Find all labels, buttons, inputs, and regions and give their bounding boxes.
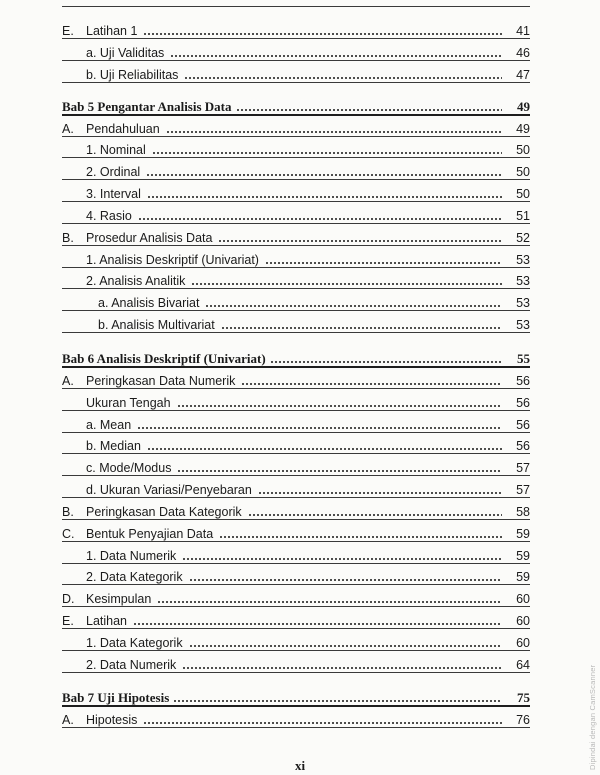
toc-page-number: 53 bbox=[516, 296, 530, 310]
toc-row[interactable] bbox=[62, 410, 530, 432]
toc-row[interactable] bbox=[62, 606, 530, 628]
dot-leader bbox=[236, 109, 502, 111]
toc-page-number: 56 bbox=[516, 439, 530, 453]
toc-entry-title: a. Mean bbox=[86, 418, 132, 432]
toc-entry-title: 1. Nominal bbox=[86, 143, 146, 157]
row-divider bbox=[62, 672, 530, 673]
toc-row[interactable] bbox=[62, 38, 530, 60]
toc-section-letter: E. bbox=[62, 24, 74, 38]
toc-page-number: 53 bbox=[516, 274, 530, 288]
toc-entry-title: 1. Data Kategorik bbox=[86, 636, 183, 650]
toc-section-letter: A. bbox=[62, 713, 74, 727]
toc-chapter-row[interactable] bbox=[62, 344, 530, 366]
toc-page-number: 57 bbox=[516, 483, 530, 497]
toc-entry-title: d. Ukuran Variasi/Penyebaran bbox=[86, 483, 252, 497]
toc-row[interactable] bbox=[62, 388, 530, 410]
toc-entry-title: Prosedur Analisis Data bbox=[86, 231, 213, 245]
toc-row[interactable] bbox=[62, 157, 530, 179]
dot-leader bbox=[166, 131, 502, 133]
toc-entry-title: Peringkasan Data Kategorik bbox=[86, 505, 242, 519]
toc-row[interactable] bbox=[62, 541, 530, 563]
toc-page-number: 76 bbox=[516, 713, 530, 727]
dot-leader bbox=[182, 667, 502, 669]
dot-leader bbox=[173, 700, 502, 702]
toc-page-number: 41 bbox=[516, 24, 530, 38]
toc-row[interactable] bbox=[62, 223, 530, 245]
toc-row[interactable] bbox=[62, 179, 530, 201]
toc-entry-title: Kesimpulan bbox=[86, 592, 152, 606]
toc-page-number: 60 bbox=[516, 614, 530, 628]
page-number-footer: xi bbox=[294, 758, 306, 773]
toc-page-number: 64 bbox=[516, 658, 530, 672]
toc-entry-title: c. Mode/Modus bbox=[86, 461, 172, 475]
toc-page-number: 59 bbox=[516, 527, 530, 541]
toc-page-number: 46 bbox=[516, 46, 530, 60]
dot-leader bbox=[137, 427, 502, 429]
dot-leader bbox=[143, 33, 502, 35]
toc-section-letter: E. bbox=[62, 614, 74, 628]
toc-page-number: 56 bbox=[516, 374, 530, 388]
toc-page-number: 56 bbox=[516, 396, 530, 410]
dot-leader bbox=[147, 448, 502, 450]
toc-entry-title: Bentuk Penyajian Data bbox=[86, 527, 214, 541]
toc-row[interactable] bbox=[62, 628, 530, 650]
toc-page-number: 60 bbox=[516, 636, 530, 650]
toc-entry-title: Bab 6 Analisis Deskriptif (Univariat) bbox=[62, 351, 266, 366]
scanner-watermark: Dipindai dengan CamScanner bbox=[588, 664, 597, 770]
dot-leader bbox=[133, 623, 502, 625]
toc-entry-title: Latihan bbox=[86, 614, 128, 628]
toc-entry-title: 2. Data Kategorik bbox=[86, 570, 183, 584]
dot-leader bbox=[177, 470, 502, 472]
toc-page-number: 75 bbox=[517, 690, 530, 705]
toc-row[interactable] bbox=[62, 650, 530, 672]
toc-page-number: 58 bbox=[516, 505, 530, 519]
dot-leader bbox=[143, 722, 502, 724]
dot-leader bbox=[147, 196, 502, 198]
toc-row[interactable] bbox=[62, 453, 530, 475]
toc-entry-title: 1. Data Numerik bbox=[86, 549, 177, 563]
toc-entry-title: Bab 5 Pengantar Analisis Data bbox=[62, 99, 232, 114]
row-divider bbox=[62, 6, 530, 7]
toc-row[interactable] bbox=[62, 16, 530, 38]
toc-page-number: 51 bbox=[516, 209, 530, 223]
dot-leader bbox=[184, 77, 502, 79]
dot-leader bbox=[189, 645, 502, 647]
toc-chapter-row[interactable] bbox=[62, 683, 530, 705]
toc-page-number: 59 bbox=[516, 570, 530, 584]
toc-section-letter: B. bbox=[62, 231, 74, 245]
toc-entry-title: 1. Analisis Deskriptif (Univariat) bbox=[86, 253, 259, 267]
row-divider bbox=[62, 727, 530, 728]
dot-leader bbox=[205, 305, 502, 307]
dot-leader bbox=[157, 601, 502, 603]
dot-leader bbox=[219, 536, 502, 538]
dot-leader bbox=[241, 383, 502, 385]
toc-page-number: 52 bbox=[516, 231, 530, 245]
toc-entry-title: 2. Analisis Analitik bbox=[86, 274, 186, 288]
toc-section-letter: D. bbox=[62, 592, 75, 606]
row-divider bbox=[62, 82, 530, 83]
toc-row[interactable] bbox=[62, 562, 530, 584]
toc-row[interactable] bbox=[62, 431, 530, 453]
toc-page-number: 50 bbox=[516, 143, 530, 157]
toc-page-number: 59 bbox=[516, 549, 530, 563]
toc-row[interactable] bbox=[62, 310, 530, 332]
dot-leader bbox=[248, 514, 502, 516]
toc-page-number: 55 bbox=[517, 351, 530, 366]
toc-entry-title: 2. Data Numerik bbox=[86, 658, 177, 672]
dot-leader bbox=[270, 361, 502, 363]
toc-page-number: 53 bbox=[516, 253, 530, 267]
toc-page-number: 49 bbox=[517, 99, 530, 114]
toc-entry-title: 4. Rasio bbox=[86, 209, 132, 223]
toc-row[interactable] bbox=[62, 584, 530, 606]
toc-row[interactable] bbox=[62, 475, 530, 497]
toc-row[interactable] bbox=[62, 497, 530, 519]
dot-leader bbox=[182, 558, 502, 560]
toc-row[interactable] bbox=[62, 201, 530, 223]
toc-row[interactable] bbox=[62, 266, 530, 288]
toc-entry-title: b. Uji Reliabilitas bbox=[86, 68, 179, 82]
dot-leader bbox=[218, 240, 502, 242]
toc-section-letter: C. bbox=[62, 527, 75, 541]
toc-row[interactable] bbox=[62, 519, 530, 541]
toc-row[interactable] bbox=[62, 288, 530, 310]
toc-entry-title: 3. Interval bbox=[86, 187, 141, 201]
toc-entry-title: Peringkasan Data Numerik bbox=[86, 374, 236, 388]
toc-entry-title: Hipotesis bbox=[86, 713, 138, 727]
toc-page-number: 60 bbox=[516, 592, 530, 606]
toc-section-letter: A. bbox=[62, 122, 74, 136]
toc-chapter-row[interactable] bbox=[62, 92, 530, 114]
toc-entry-title: Latihan 1 bbox=[86, 24, 138, 38]
dot-leader bbox=[265, 262, 502, 264]
toc-entry-title: a. Analisis Bivariat bbox=[98, 296, 200, 310]
toc-entry-title: a. Uji Validitas bbox=[86, 46, 165, 60]
toc-section-letter: B. bbox=[62, 505, 74, 519]
toc-page-number: 50 bbox=[516, 187, 530, 201]
toc-entry-title: b. Median bbox=[86, 439, 141, 453]
toc-section-letter: A. bbox=[62, 374, 74, 388]
dot-leader bbox=[138, 218, 502, 220]
dot-leader bbox=[258, 492, 502, 494]
toc-entry-title: Ukuran Tengah bbox=[86, 396, 171, 410]
toc-row[interactable] bbox=[62, 705, 530, 727]
toc-entry-title: Pendahuluan bbox=[86, 122, 160, 136]
toc-page-number: 57 bbox=[516, 461, 530, 475]
row-divider bbox=[62, 332, 530, 333]
toc-page-number: 56 bbox=[516, 418, 530, 432]
toc-page-number: 50 bbox=[516, 165, 530, 179]
toc-entry-title: b. Analisis Multivariat bbox=[98, 318, 215, 332]
toc-row[interactable] bbox=[62, 135, 530, 157]
toc-entry-title: 2. Ordinal bbox=[86, 165, 141, 179]
dot-leader bbox=[221, 327, 502, 329]
toc-page-number: 53 bbox=[516, 318, 530, 332]
toc-row[interactable] bbox=[62, 245, 530, 267]
dot-leader bbox=[191, 283, 502, 285]
dot-leader bbox=[152, 152, 502, 154]
dot-leader bbox=[177, 405, 502, 407]
toc-row[interactable] bbox=[62, 366, 530, 388]
toc-entry-title: Bab 7 Uji Hipotesis bbox=[62, 690, 170, 705]
toc-page-number: 47 bbox=[516, 68, 530, 82]
dot-leader bbox=[189, 579, 502, 581]
toc-page-number: 49 bbox=[516, 122, 530, 136]
toc-row[interactable] bbox=[62, 114, 530, 136]
dot-leader bbox=[170, 55, 502, 57]
dot-leader bbox=[146, 174, 502, 176]
toc-row[interactable] bbox=[62, 60, 530, 82]
